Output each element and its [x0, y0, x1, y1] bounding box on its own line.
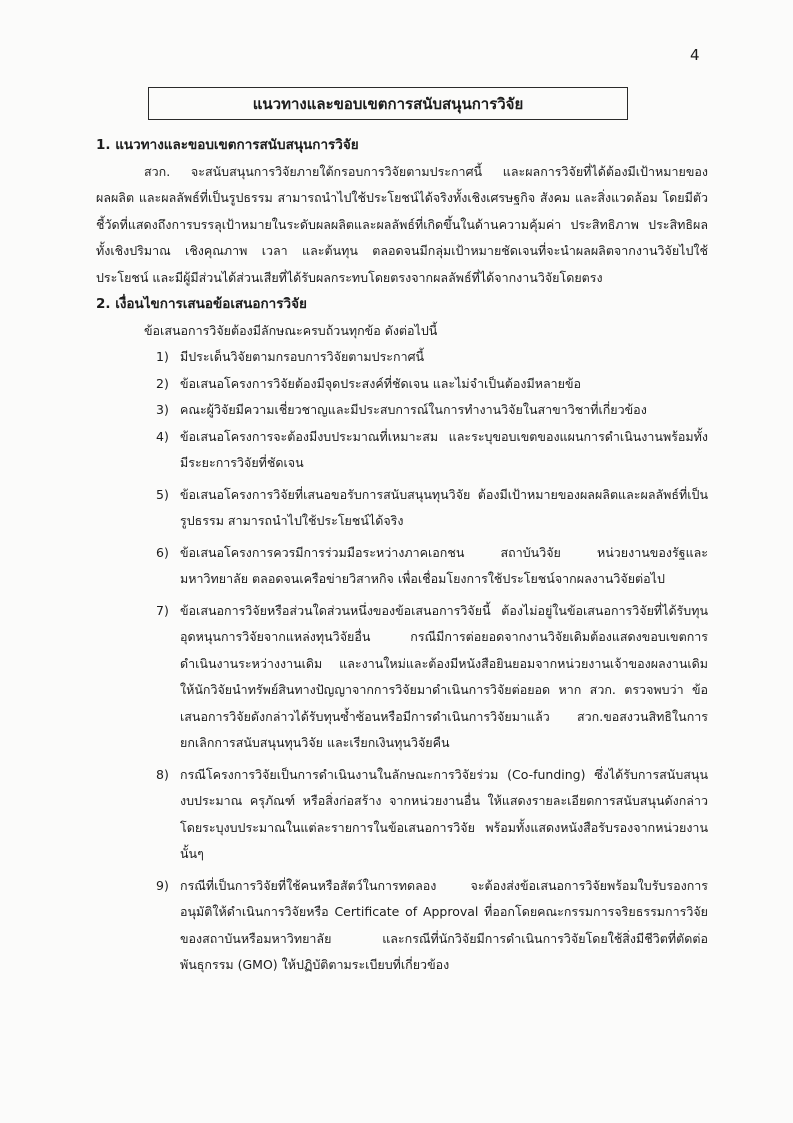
list-item: [96, 482, 708, 535]
list-item-number: 5): [156, 486, 169, 502]
list-item: [96, 397, 708, 424]
page-number: 4: [690, 46, 700, 64]
page-title-box: [148, 87, 628, 120]
section-1-heading: 1. แนวทางและขอบเขตการสนับสนุนการวิจัย: [96, 137, 359, 153]
list-item-text: กรณีโครงการวิจัยเป็นการดำเนินงานในลักษณะการวิจัยร่วม (Co-funding) ซึ่งได้รับการสนับสนุนงบประมาณ ครุภัณฑ์ หรือสิ่งก่อสร้าง จากหน่วยงานอื่น ให้แสดงรายละเอียดการสนับสนุนดังกล่าวโดยระบุงบประมาณในแต่ละรายการในข้อเสนอการวิจัย พร้อมทั้งแสดงหนังสือรับรองจากหน่วยงานนั้นๆ: [180, 766, 708, 861]
list-item: [96, 344, 708, 371]
list-item-text: ข้อเสนอการวิจัยหรือส่วนใดส่วนหนึ่งของข้อเสนอการวิจัยนี้ ต้องไม่อยู่ในข้อเสนอการวิจัยที่ได้รับทุนอุดหนุนการวิจัยจากแหล่งทุนวิจัยอื่น กรณีมีการต่อยอดจากงานวิจัยเดิมต้องแสดงขอบเขตการดำเนินงานระหว่างงานเดิม และงานใหม่และต้องมีหนังสือยินยอมจากหน่วยงานเจ้าของผลงานเดิมให้นักวิจัยนำทรัพย์สินทางปัญญาจากการวิจัยมาดำเนินการวิจัยต่อยอด หาก สวก. ตรวจพบว่า ข้อเสนอการวิจัยดังกล่าวได้รับทุนซ้ำซ้อนหรือมีการดำเนินการวิจัยมาแล้ว สวก.ขอสงวนสิทธิในการยกเลิกการสนับสนุนทุนวิจัย และเรียกเงินทุนวิจัยคืน: [180, 602, 708, 750]
list-item-text: ข้อเสนอโครงการจะต้องมีงบประมาณที่เหมาะสม และระบุขอบเขตของแผนการดำเนินงานพร้อมทั้งมีระยะการวิจัยที่ชัดเจน: [180, 428, 708, 470]
list-item-text: ข้อเสนอโครงการควรมีการร่วมมือระหว่างภาคเอกชน สถาบันวิจัย หน่วยงานของรัฐและมหาวิทยาลัย ตลอดจนเครือข่ายวิสาหกิจ เพื่อเชื่อมโยงการใช้ประโยชน์จากผลงานวิจัยต่อไป: [180, 544, 708, 586]
section-2-heading: 2. เงื่อนไขการเสนอข้อเสนอการวิจัย: [96, 296, 307, 312]
list-item-text: มีประเด็นวิจัยตามกรอบการวิจัยตามประกาศนี้: [180, 349, 425, 364]
list-item-text: ข้อเสนอโครงการวิจัยที่เสนอขอรับการสนับสนุนทุนวิจัย ต้องมีเป้าหมายของผลผลิตและผลลัพธ์ที่เป็นรูปธรรม สามารถนำไปใช้ประโยชน์ได้จริง: [180, 486, 708, 528]
list-item-number: 1): [156, 349, 169, 364]
document-body: [96, 132, 708, 984]
section-1-paragraph: [96, 159, 708, 292]
list-item: [96, 762, 708, 868]
section-1-text: สวก. จะสนับสนุนการวิจัยภายใต้กรอบการวิจัยตามประกาศนี้ และผลการวิจัยที่ได้ต้องมีเป้าหมายของผลผลิต และผลลัพธ์ที่เป็นรูปธรรม สามารถนำไปใช้ประโยชน์ได้จริงทั้งเชิงเศรษฐกิจ สังคม และสิ่งแวดล้อม โดยมีตัวชี้วัดที่แสดงถึงการบรรลุเป้าหมายในระดับผลผลิตและผลลัพธ์ที่เกิดขึ้นในด้านความคุ้มค่า ประสิทธิภาพ ประสิทธิผล ทั้งเชิงปริมาณ เชิงคุณภาพ เวลา และต้นทุน ตลอดจนมีกลุ่มเป้าหมายชัดเจนที่จะนำผลผลิตจากงานวิจัยไปใช้ประโยชน์ และมีผู้มีส่วนได้ส่วนเสียที่ได้รับผลกระทบโดยตรงจากผลลัพธ์ที่ได้จากงานวิจัยโดยตรง: [96, 163, 708, 285]
list-item-number: 2): [156, 375, 169, 391]
list-item-number: 7): [156, 602, 169, 618]
list-item: [96, 371, 708, 398]
list-item-number: 4): [156, 428, 169, 444]
page-title: แนวทางและขอบเขตการสนับสนุนการวิจัย: [252, 94, 524, 113]
criteria-list: [96, 344, 708, 979]
list-item: [96, 598, 708, 757]
list-item: [96, 424, 708, 477]
list-item-text: คณะผู้วิจัยมีความเชี่ยวชาญและมีประสบการณ์ในการทำงานวิจัยในสาขาวิชาที่เกี่ยวข้อง: [180, 402, 647, 417]
list-item-number: 8): [156, 766, 169, 782]
list-item-text: ข้อเสนอโครงการวิจัยต้องมีจุดประสงค์ที่ชัดเจน และไม่จำเป็นต้องมีหลายข้อ: [180, 375, 582, 391]
section-2-intro: ข้อเสนอการวิจัยต้องมีลักษณะครบถ้วนทุกข้อ ดังต่อไปนี้: [144, 322, 438, 338]
list-item: [96, 540, 708, 593]
list-item: [96, 873, 708, 979]
list-item-number: 9): [156, 877, 169, 893]
list-item-number: 3): [156, 402, 169, 417]
list-item-number: 6): [156, 544, 169, 560]
list-item-text: กรณีที่เป็นการวิจัยที่ใช้คนหรือสัตว์ในการทดลอง จะต้องส่งข้อเสนอการวิจัยพร้อมใบรับรองการอนุมัติให้ดำเนินการวิจัยหรือ Certificate of Approval ที่ออกโดยคณะกรรมการจริยธรรมการวิจัย ของสถาบันหรือมหาวิทยาลัย และกรณีที่นักวิจัยมีการดำเนินการวิจัยโดยใช้สิ่งมีชีวิตที่ตัดต่อพันธุกรรม (GMO) ให้ปฏิบัติตามระเบียบที่เกี่ยวข้อง: [180, 877, 708, 972]
